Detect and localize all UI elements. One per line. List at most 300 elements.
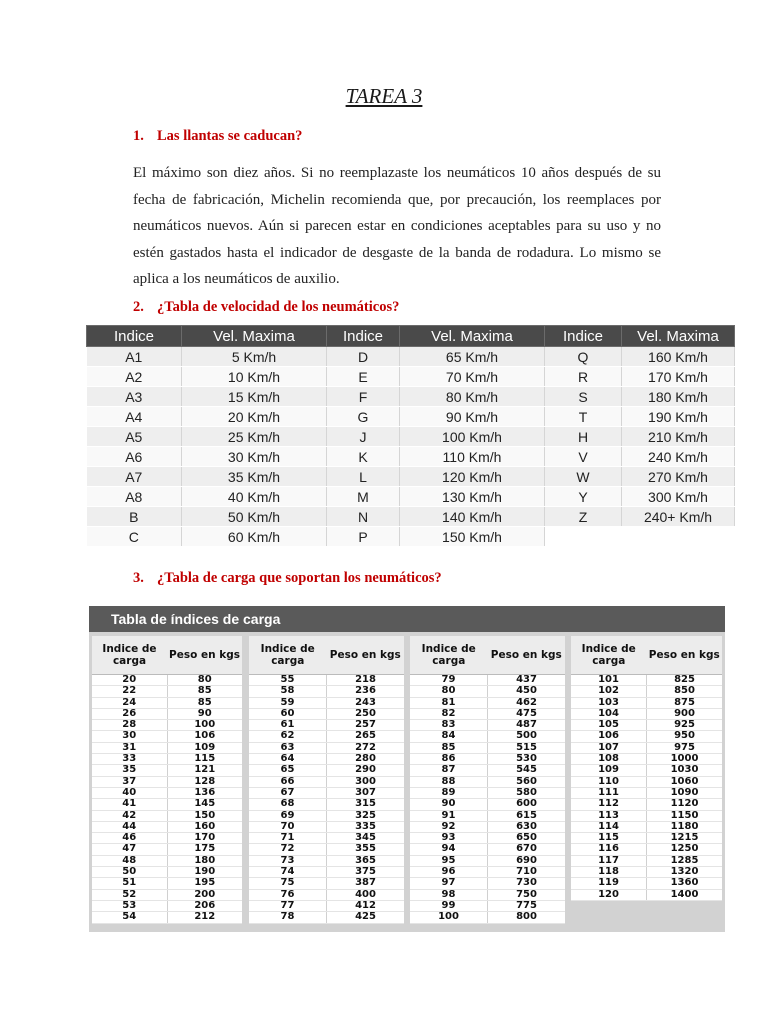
load-subtable-header — [571, 636, 722, 675]
speed-index-cell: C — [87, 527, 182, 547]
load-table-row — [410, 844, 565, 855]
load-table-row — [249, 754, 404, 765]
load-index-cell: 99 — [410, 900, 488, 911]
speed-table-row — [87, 367, 735, 387]
load-table-row — [92, 821, 242, 832]
load-table-row — [571, 675, 722, 686]
load-index-cell: 52 — [92, 889, 167, 900]
load-table-row — [571, 844, 722, 855]
load-table-row — [249, 867, 404, 878]
load-table-row — [92, 720, 242, 731]
speed-value-cell: 70 Km/h — [400, 367, 545, 387]
load-weight-cell: 1180 — [647, 821, 723, 832]
load-index-cell: 103 — [571, 697, 647, 708]
load-weight-cell: 925 — [647, 720, 723, 731]
load-weight-cell: 315 — [327, 799, 405, 810]
speed-index-cell: A4 — [87, 407, 182, 427]
speed-header-index: Indice — [545, 326, 622, 347]
load-weight-cell: 200 — [167, 889, 242, 900]
load-table-row — [410, 810, 565, 821]
load-weight-cell: 437 — [488, 675, 566, 686]
load-index-cell: 94 — [410, 844, 488, 855]
load-index-cell: 55 — [249, 675, 327, 686]
load-table-row — [410, 675, 565, 686]
speed-index-cell: J — [327, 427, 400, 447]
load-weight-cell: 1120 — [647, 799, 723, 810]
load-table-row — [410, 878, 565, 889]
load-header-weight: Peso en kgs — [647, 636, 723, 675]
load-table-row — [92, 844, 242, 855]
speed-value-cell: 90 Km/h — [400, 407, 545, 427]
load-table-row — [92, 742, 242, 753]
load-index-cell: 76 — [249, 889, 327, 900]
load-weight-cell: 100 — [167, 720, 242, 731]
speed-index-cell: D — [327, 347, 400, 367]
section-1-number: 1. — [133, 128, 144, 144]
load-weight-cell: 236 — [327, 686, 405, 697]
speed-index-cell: T — [545, 407, 622, 427]
load-weight-cell: 175 — [167, 844, 242, 855]
load-table-row — [410, 686, 565, 697]
load-weight-cell: 212 — [167, 912, 242, 923]
speed-value-cell: 300 Km/h — [622, 487, 735, 507]
speed-table-row — [87, 507, 735, 527]
load-weight-cell: 195 — [167, 878, 242, 889]
load-weight-cell: 300 — [327, 776, 405, 787]
load-table-row — [571, 878, 722, 889]
load-weight-cell: 345 — [327, 833, 405, 844]
load-weight-cell: 218 — [327, 675, 405, 686]
load-weight-cell: 825 — [647, 675, 723, 686]
load-table-row — [249, 697, 404, 708]
load-index-cell: 50 — [92, 867, 167, 878]
load-index-cell: 63 — [249, 742, 327, 753]
load-table-row — [249, 799, 404, 810]
load-table-row — [249, 787, 404, 798]
speed-value-cell: 160 Km/h — [622, 347, 735, 367]
load-index-cell: 81 — [410, 697, 488, 708]
load-weight-cell: 500 — [488, 731, 566, 742]
load-weight-cell: 545 — [488, 765, 566, 776]
speed-value-cell: 50 Km/h — [182, 507, 327, 527]
speed-index-cell: A8 — [87, 487, 182, 507]
load-index-cell: 83 — [410, 720, 488, 731]
speed-header-speed: Vel. Maxima — [400, 326, 545, 347]
load-table-row — [92, 675, 242, 686]
load-weight-cell: 425 — [327, 912, 405, 923]
load-header-index: Indice de carga — [92, 636, 167, 675]
load-weight-cell: 1400 — [647, 889, 723, 900]
load-table-row — [410, 742, 565, 753]
load-index-cell: 113 — [571, 810, 647, 821]
speed-table — [86, 325, 735, 547]
speed-index-cell: Q — [545, 347, 622, 367]
load-index-cell: 30 — [92, 731, 167, 742]
speed-value-cell: 40 Km/h — [182, 487, 327, 507]
load-table-row — [410, 731, 565, 742]
section-3-number: 3. — [133, 570, 144, 586]
section-1-heading — [133, 128, 302, 145]
load-weight-cell: 1360 — [647, 878, 723, 889]
load-weight-cell: 365 — [327, 855, 405, 866]
load-index-cell: 86 — [410, 754, 488, 765]
speed-table-row — [87, 387, 735, 407]
load-weight-cell: 128 — [167, 776, 242, 787]
load-index-cell: 54 — [92, 912, 167, 923]
speed-index-cell: A2 — [87, 367, 182, 387]
load-table-row — [249, 765, 404, 776]
load-index-cell: 119 — [571, 878, 647, 889]
load-weight-cell: 375 — [327, 867, 405, 878]
load-table-row — [249, 855, 404, 866]
speed-table-row — [87, 347, 735, 367]
speed-value-cell: 170 Km/h — [622, 367, 735, 387]
speed-value-cell: 10 Km/h — [182, 367, 327, 387]
load-header-index: Indice de carga — [410, 636, 488, 675]
load-index-cell: 115 — [571, 833, 647, 844]
speed-index-cell: B — [87, 507, 182, 527]
load-table-row — [249, 720, 404, 731]
load-table-row — [92, 754, 242, 765]
load-index-cell: 72 — [249, 844, 327, 855]
load-weight-cell: 710 — [488, 867, 566, 878]
load-index-cell: 24 — [92, 697, 167, 708]
load-table-row — [92, 776, 242, 787]
load-table-row — [410, 900, 565, 911]
load-index-cell: 85 — [410, 742, 488, 753]
load-table-row — [249, 731, 404, 742]
load-index-cell: 70 — [249, 821, 327, 832]
load-table-row — [249, 889, 404, 900]
load-weight-cell: 650 — [488, 833, 566, 844]
load-index-cell: 61 — [249, 720, 327, 731]
load-index-cell: 35 — [92, 765, 167, 776]
load-weight-cell: 387 — [327, 878, 405, 889]
load-index-cell: 73 — [249, 855, 327, 866]
load-index-cell: 87 — [410, 765, 488, 776]
load-index-cell: 102 — [571, 686, 647, 697]
load-weight-cell: 750 — [488, 889, 566, 900]
load-weight-cell: 1150 — [647, 810, 723, 821]
load-table-row — [249, 833, 404, 844]
load-index-cell: 40 — [92, 787, 167, 798]
load-table-row — [92, 731, 242, 742]
load-weight-cell: 600 — [488, 799, 566, 810]
load-index-cell: 96 — [410, 867, 488, 878]
load-index-cell: 58 — [249, 686, 327, 697]
speed-index-cell: G — [327, 407, 400, 427]
load-index-cell: 71 — [249, 833, 327, 844]
load-table-row — [410, 821, 565, 832]
load-table-row — [571, 889, 722, 900]
load-weight-cell: 150 — [167, 810, 242, 821]
load-weight-cell: 1030 — [647, 765, 723, 776]
load-table-row — [410, 697, 565, 708]
load-subtable-header — [92, 636, 242, 675]
load-table-row — [571, 720, 722, 731]
load-table-row — [249, 821, 404, 832]
load-table-row — [571, 810, 722, 821]
load-table-row — [410, 867, 565, 878]
speed-header-index: Indice — [87, 326, 182, 347]
load-table-row — [571, 697, 722, 708]
speed-value-cell: 80 Km/h — [400, 387, 545, 407]
load-table-row — [410, 765, 565, 776]
load-index-cell: 92 — [410, 821, 488, 832]
speed-table-row — [87, 467, 735, 487]
load-table-row — [410, 912, 565, 923]
load-weight-cell: 450 — [488, 686, 566, 697]
load-weight-cell: 850 — [647, 686, 723, 697]
load-weight-cell: 109 — [167, 742, 242, 753]
load-weight-cell: 90 — [167, 708, 242, 719]
load-index-cell: 22 — [92, 686, 167, 697]
load-index-cell: 28 — [92, 720, 167, 731]
load-weight-cell: 690 — [488, 855, 566, 866]
load-index-cell: 84 — [410, 731, 488, 742]
load-table-row — [410, 720, 565, 731]
load-weight-cell: 206 — [167, 900, 242, 911]
load-table-row — [410, 889, 565, 900]
load-weight-cell: 115 — [167, 754, 242, 765]
load-table-row — [571, 821, 722, 832]
load-weight-cell: 875 — [647, 697, 723, 708]
section-2-number: 2. — [133, 299, 144, 315]
speed-table-row — [87, 427, 735, 447]
load-table-row — [92, 765, 242, 776]
load-index-cell: 93 — [410, 833, 488, 844]
load-weight-cell: 280 — [327, 754, 405, 765]
load-table-row — [92, 686, 242, 697]
speed-value-cell: 15 Km/h — [182, 387, 327, 407]
load-weight-cell: 136 — [167, 787, 242, 798]
load-table-row — [571, 867, 722, 878]
answer-paragraph: El máximo son diez años. Si no reemplazaste los neumáticos 10 años después de su fecha de fabricación, Michelin recomienda que, por precaución, los reemplaces por neumáticos nuevos. Aún si parecen estar en condiciones aceptables para su uso y no estén gastados hasta el indicador de desgaste de la banda de rodadura. Lo mismo se aplica a los neumáticos de auxilio. — [133, 165, 661, 287]
load-header-weight: Peso en kgs — [167, 636, 242, 675]
document-title: TAREA 3 — [345, 84, 423, 108]
load-table-row — [410, 855, 565, 866]
speed-index-cell: N — [327, 507, 400, 527]
load-table-row — [571, 708, 722, 719]
load-table-row — [92, 900, 242, 911]
load-index-cell: 67 — [249, 787, 327, 798]
section-3-heading — [133, 570, 442, 587]
load-weight-cell: 950 — [647, 731, 723, 742]
speed-value-cell: 130 Km/h — [400, 487, 545, 507]
load-index-cell: 101 — [571, 675, 647, 686]
load-index-cell: 42 — [92, 810, 167, 821]
speed-value-cell: 30 Km/h — [182, 447, 327, 467]
load-table-row — [571, 776, 722, 787]
load-weight-cell: 80 — [167, 675, 242, 686]
load-index-cell: 47 — [92, 844, 167, 855]
speed-index-cell: A3 — [87, 387, 182, 407]
load-table-row — [410, 833, 565, 844]
load-weight-cell: 180 — [167, 855, 242, 866]
load-index-cell: 37 — [92, 776, 167, 787]
speed-index-cell: V — [545, 447, 622, 467]
load-table-row — [410, 787, 565, 798]
load-index-cell: 90 — [410, 799, 488, 810]
load-index-cell: 97 — [410, 878, 488, 889]
load-index-cell: 108 — [571, 754, 647, 765]
load-header-weight: Peso en kgs — [327, 636, 405, 675]
load-table-row — [571, 799, 722, 810]
load-index-cell: 26 — [92, 708, 167, 719]
load-column-3 — [410, 636, 565, 924]
load-weight-cell: 272 — [327, 742, 405, 753]
speed-value-cell: 5 Km/h — [182, 347, 327, 367]
load-index-cell: 20 — [92, 675, 167, 686]
load-index-cell: 105 — [571, 720, 647, 731]
load-weight-cell: 85 — [167, 697, 242, 708]
speed-value-cell: 240+ Km/h — [622, 507, 735, 527]
load-table-row — [92, 912, 242, 923]
load-weight-cell: 975 — [647, 742, 723, 753]
speed-value-cell: 180 Km/h — [622, 387, 735, 407]
speed-header-index: Indice — [327, 326, 400, 347]
load-weight-cell: 487 — [488, 720, 566, 731]
load-index-table — [89, 606, 725, 932]
load-table-row — [92, 799, 242, 810]
load-table-title: Tabla de índices de carga — [89, 606, 725, 632]
load-weight-cell: 560 — [488, 776, 566, 787]
load-table-row — [92, 833, 242, 844]
speed-value-cell: 35 Km/h — [182, 467, 327, 487]
load-subtable — [571, 636, 722, 901]
load-table-row — [92, 697, 242, 708]
load-weight-cell: 257 — [327, 720, 405, 731]
speed-table-row — [87, 527, 735, 547]
load-weight-cell: 1285 — [647, 855, 723, 866]
load-column-1 — [92, 636, 242, 924]
load-weight-cell: 106 — [167, 731, 242, 742]
load-weight-cell: 775 — [488, 900, 566, 911]
speed-value-cell: 240 Km/h — [622, 447, 735, 467]
load-table-row — [410, 708, 565, 719]
load-weight-cell: 670 — [488, 844, 566, 855]
load-table-row — [249, 708, 404, 719]
load-weight-cell: 1060 — [647, 776, 723, 787]
speed-index-cell: P — [327, 527, 400, 547]
load-index-cell: 51 — [92, 878, 167, 889]
load-index-cell: 109 — [571, 765, 647, 776]
speed-value-cell: 100 Km/h — [400, 427, 545, 447]
load-index-cell: 75 — [249, 878, 327, 889]
section-3-text: ¿Tabla de carga que soportan los neumáticos? — [157, 570, 442, 586]
load-index-cell: 44 — [92, 821, 167, 832]
load-header-index: Indice de carga — [249, 636, 327, 675]
load-weight-cell: 515 — [488, 742, 566, 753]
load-subtable — [410, 636, 565, 924]
load-subtable — [249, 636, 404, 924]
load-index-cell: 120 — [571, 889, 647, 900]
load-header-weight: Peso en kgs — [488, 636, 566, 675]
load-index-cell: 64 — [249, 754, 327, 765]
load-weight-cell: 630 — [488, 821, 566, 832]
speed-value-cell — [622, 527, 735, 547]
load-index-cell: 118 — [571, 867, 647, 878]
load-table-row — [410, 776, 565, 787]
speed-value-cell: 120 Km/h — [400, 467, 545, 487]
load-table-row — [249, 912, 404, 923]
speed-value-cell: 150 Km/h — [400, 527, 545, 547]
load-weight-cell: 800 — [488, 912, 566, 923]
load-index-cell: 110 — [571, 776, 647, 787]
load-index-cell: 114 — [571, 821, 647, 832]
load-table-row — [571, 765, 722, 776]
load-index-cell: 91 — [410, 810, 488, 821]
speed-index-cell: Y — [545, 487, 622, 507]
load-weight-cell: 170 — [167, 833, 242, 844]
load-table-row — [92, 810, 242, 821]
load-table-row — [249, 686, 404, 697]
load-table-row — [571, 754, 722, 765]
load-weight-cell: 121 — [167, 765, 242, 776]
load-table-row — [249, 776, 404, 787]
speed-index-cell: K — [327, 447, 400, 467]
load-index-cell: 46 — [92, 833, 167, 844]
load-index-cell: 53 — [92, 900, 167, 911]
speed-value-cell: 65 Km/h — [400, 347, 545, 367]
speed-table-row — [87, 407, 735, 427]
speed-index-cell: A6 — [87, 447, 182, 467]
load-weight-cell: 530 — [488, 754, 566, 765]
load-weight-cell: 145 — [167, 799, 242, 810]
load-subtable-header — [410, 636, 565, 675]
load-weight-cell: 190 — [167, 867, 242, 878]
load-table-row — [571, 686, 722, 697]
load-table-row — [249, 742, 404, 753]
load-weight-cell: 1000 — [647, 754, 723, 765]
load-table-row — [410, 799, 565, 810]
load-weight-cell: 160 — [167, 821, 242, 832]
section-1-text: Las llantas se caducan? — [157, 128, 303, 144]
load-index-cell: 48 — [92, 855, 167, 866]
load-index-cell: 116 — [571, 844, 647, 855]
load-index-cell: 69 — [249, 810, 327, 821]
speed-index-cell: Z — [545, 507, 622, 527]
load-weight-cell: 265 — [327, 731, 405, 742]
load-index-cell: 68 — [249, 799, 327, 810]
load-weight-cell: 400 — [327, 889, 405, 900]
speed-value-cell: 25 Km/h — [182, 427, 327, 447]
load-header-index: Indice de carga — [571, 636, 647, 675]
load-table-row — [92, 878, 242, 889]
load-weight-cell: 462 — [488, 697, 566, 708]
load-table-row — [571, 742, 722, 753]
speed-value-cell: 190 Km/h — [622, 407, 735, 427]
speed-value-cell: 60 Km/h — [182, 527, 327, 547]
speed-table-body — [87, 347, 735, 547]
load-weight-cell: 1320 — [647, 867, 723, 878]
speed-value-cell: 210 Km/h — [622, 427, 735, 447]
load-index-cell: 106 — [571, 731, 647, 742]
load-weight-cell: 730 — [488, 878, 566, 889]
load-table-row — [92, 855, 242, 866]
load-table-row — [410, 754, 565, 765]
load-index-cell: 117 — [571, 855, 647, 866]
load-weight-cell: 243 — [327, 697, 405, 708]
load-index-cell: 78 — [249, 912, 327, 923]
load-subtable-header — [249, 636, 404, 675]
load-index-cell: 112 — [571, 799, 647, 810]
speed-table-row — [87, 447, 735, 467]
speed-index-cell: M — [327, 487, 400, 507]
load-table-row — [571, 855, 722, 866]
load-weight-cell: 325 — [327, 810, 405, 821]
load-weight-cell: 1090 — [647, 787, 723, 798]
